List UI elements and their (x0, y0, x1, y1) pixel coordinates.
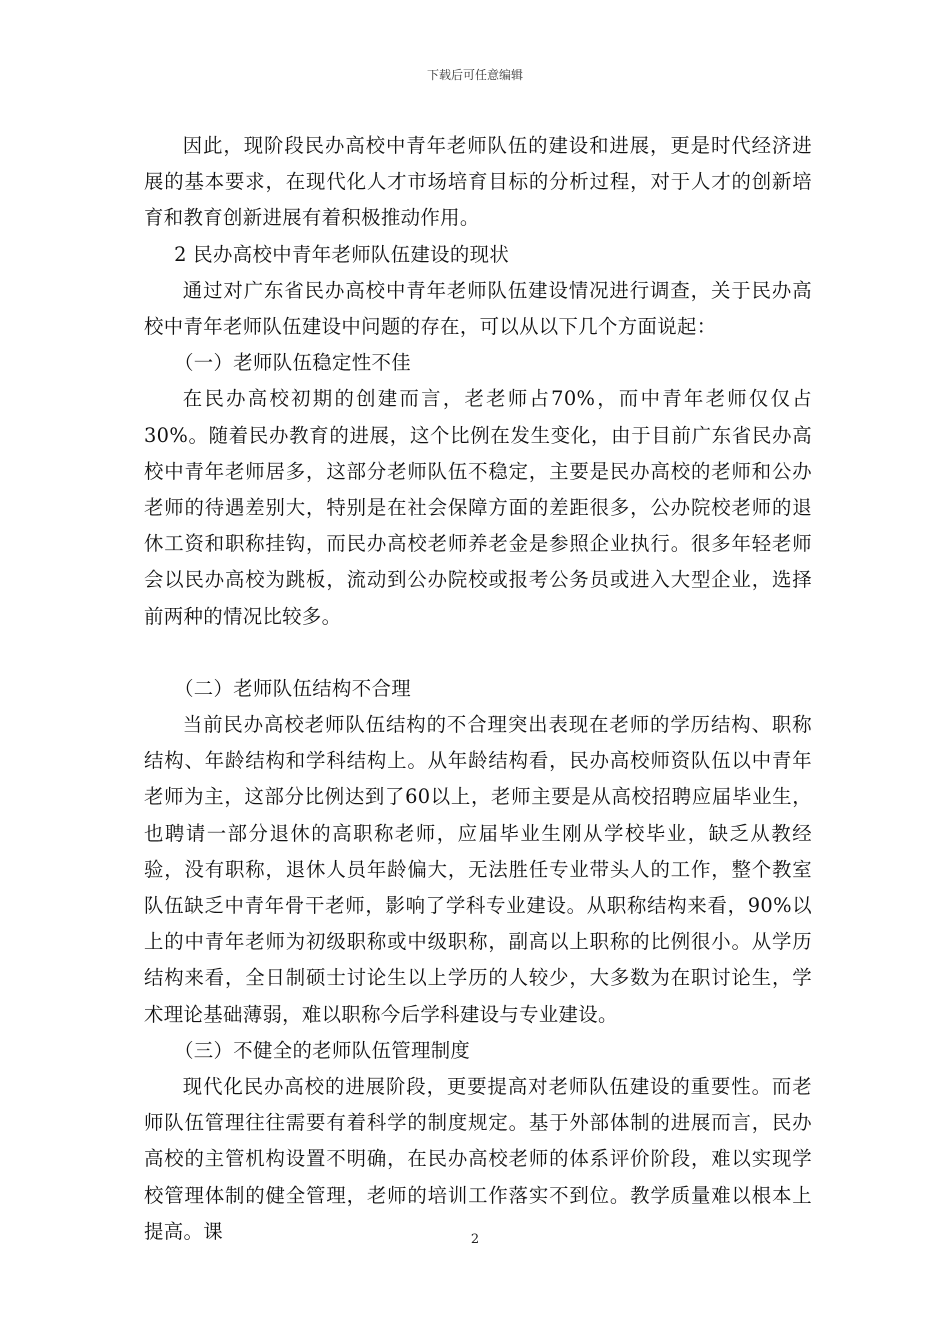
paragraph: 在民办高校初期的创建而言，老老师占70%，而中青年老师仅仅占30%。随着民办教育的进展，这个比例在发生变化，由于目前广东省民办高校中青年老师居多，这部分老师队伍不稳定，主要是民办高校的老师和公办老师的待遇差别大，特别是在社会保障方面的差距很多，公办院校老师的退休工资和职称挂钩，而民办高校老师养老金是参照企业执行。很多年轻老师会以民办高校为跳板，流动到公办院校或报考公务员或进入大型企业，选择前两种的情况比较多。 (144, 387, 812, 628)
subsection-heading: （一）老师队伍稳定性不佳 (174, 351, 411, 375)
subsection-heading: （三）不健全的老师队伍管理制度 (174, 1038, 471, 1062)
page-number: 2 (470, 1232, 480, 1247)
section-heading: 2 民办高校中青年老师队伍建设的现状 (174, 242, 510, 266)
subsection-heading: （二）老师队伍结构不合理 (174, 676, 411, 700)
paragraph: 当前民办高校老师队伍结构的不合理突出表现在老师的学历结构、职称结构、年龄结构和学科结构上。从年龄结构看，民办高校师资队伍以中青年老师为主，这部分比例达到了60以上，老师主要是从高校招聘应届毕业生，也聘请一部分退休的高职称老师，应届毕业生刚从学校毕业，缺乏从教经验，没有职称，退休人员年龄偏大，无法胜任专业带头人的工作，整个教室队伍缺乏中青年骨干老师，影响了学科专业建设。从职称结构来看，90%以上的中青年老师为初级职称或中级职称，副高以上职称的比例很小。从学历结构来看，全日制硕士讨论生以上学历的人较少，大多数为在职讨论生，学术理论基础薄弱，难以职称今后学科建设与专业建设。 (144, 713, 812, 1026)
page-header: 下载后可任意编辑 (426, 68, 523, 82)
paragraph: 通过对广东省民办高校中青年老师队伍建设情况进行调查，关于民办高校中青年老师队伍建设中问题的存在，可以从以下几个方面说起： (144, 278, 812, 339)
paragraph: 现代化民办高校的进展阶段，更要提高对老师队伍建设的重要性。而老师队伍管理往往需要有着科学的制度规定。基于外部体制的进展而言，民办高校的主管机构设置不明确，在民办高校老师的体系评价阶段，难以实现学校管理体制的健全管理，老师的培训工作落实不到位。教学质量难以根本上提高。课 (144, 1075, 812, 1243)
paragraph: 因此，现阶段民办高校中青年老师队伍的建设和进展，更是时代经济进展的基本要求，在现代化人才市场培育目标的分析过程，对于人才的创新培育和教育创新进展有着积极推动作用。 (144, 134, 812, 230)
document-body (144, 128, 812, 1250)
